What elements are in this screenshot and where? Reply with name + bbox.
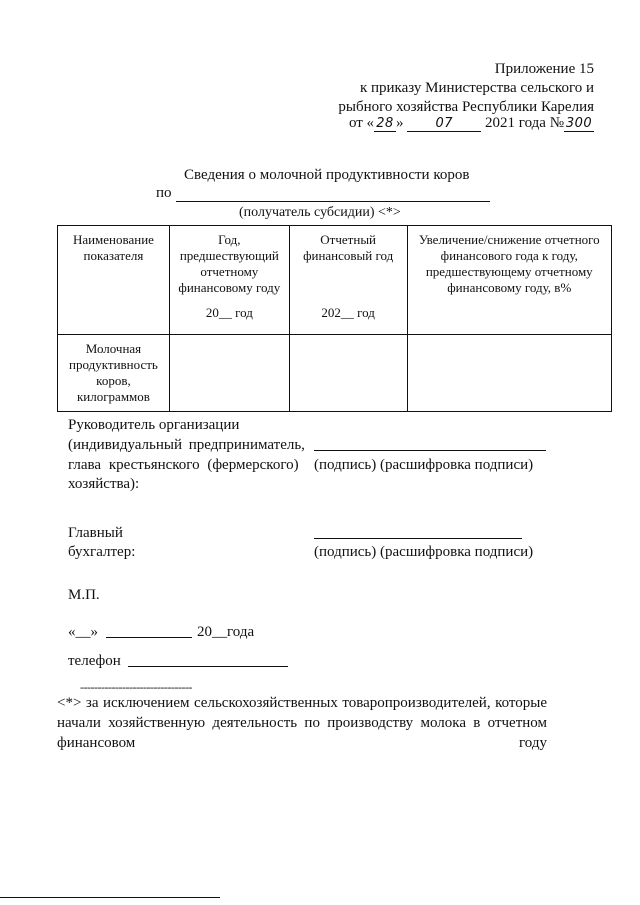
by-label: по: [156, 185, 172, 201]
date-month-line: [106, 637, 192, 638]
head-label-2: (индивидуальный предприниматель,: [68, 437, 305, 453]
cell-reporting-year: [289, 335, 407, 412]
appendix-date-line: [349, 114, 594, 133]
header-change-text: Увеличение/снижение отчетного финансового года к году, предшествующему отчетному финансовому году, в%: [418, 232, 600, 295]
cell-previous-year: [169, 335, 289, 412]
recipient-hint: (получатель субсидии) <*>: [239, 205, 401, 220]
header-reporting-year: [289, 226, 407, 335]
header-change: [407, 226, 611, 335]
date-year: 2021 года: [485, 115, 546, 131]
date-day-handwritten: 28: [374, 116, 396, 132]
row-label-milk: Молочная продуктивность коров, килограммов: [58, 335, 170, 412]
header-previous-year-sub: 20__ год: [205, 305, 253, 320]
productivity-table: [57, 225, 612, 412]
number-handwritten: 300: [565, 116, 593, 131]
header-indicator-text: Наименование показателя: [72, 232, 154, 263]
date-year-field: 20__года: [197, 624, 255, 640]
header-indicator: [58, 226, 170, 335]
recipient-line: [176, 201, 490, 202]
date-open: «__»: [68, 624, 98, 640]
header-reporting-year-sub: 202__ год: [321, 305, 375, 320]
head-label-4: хозяйства):: [68, 476, 140, 492]
header-previous-year: [169, 226, 289, 335]
phone-label: телефон: [68, 653, 121, 669]
date-mid: »: [396, 115, 404, 131]
date-month-handwritten: 07: [407, 116, 481, 132]
header-previous-year-text: Год, предшествующий отчетному финансовому году: [178, 232, 281, 295]
cell-change: [407, 335, 611, 412]
head-label-1: Руководитель организации: [68, 417, 240, 433]
accountant-label-1: Главный: [68, 525, 123, 541]
number-label: №: [549, 115, 564, 131]
footnote-separator: --------------------------------: [80, 680, 192, 694]
head-label-3: глава крестьянского (фермерского): [68, 457, 299, 473]
form-title: Сведения о молочной продуктивности коров: [184, 167, 470, 183]
appendix-order-ref: к приказу Министерства сельского и: [359, 80, 594, 96]
page-bottom-rule: [0, 897, 220, 898]
appendix-number: Приложение 15: [494, 61, 594, 77]
phone-line: [128, 666, 288, 667]
head-signature-hint: (подпись) (расшифровка подписи): [314, 457, 534, 473]
head-signature-line: [314, 450, 546, 451]
stamp-place: М.П.: [68, 587, 100, 603]
accountant-signature-line: [314, 538, 522, 539]
date-prefix: от «: [348, 115, 375, 131]
footnote-text: <*> за исключением сельскохозяйственных товаропроизводителей, которые начали хозяйственную деятельность по производству молока в отчетном финансовом году: [57, 695, 547, 751]
accountant-label-2: бухгалтер:: [68, 544, 136, 560]
appendix-ministry: рыбного хозяйства Республики Карелия: [338, 99, 594, 115]
header-reporting-year-text: Отчетный финансовый год: [303, 232, 394, 263]
accountant-signature-hint: (подпись) (расшифровка подписи): [314, 544, 534, 560]
